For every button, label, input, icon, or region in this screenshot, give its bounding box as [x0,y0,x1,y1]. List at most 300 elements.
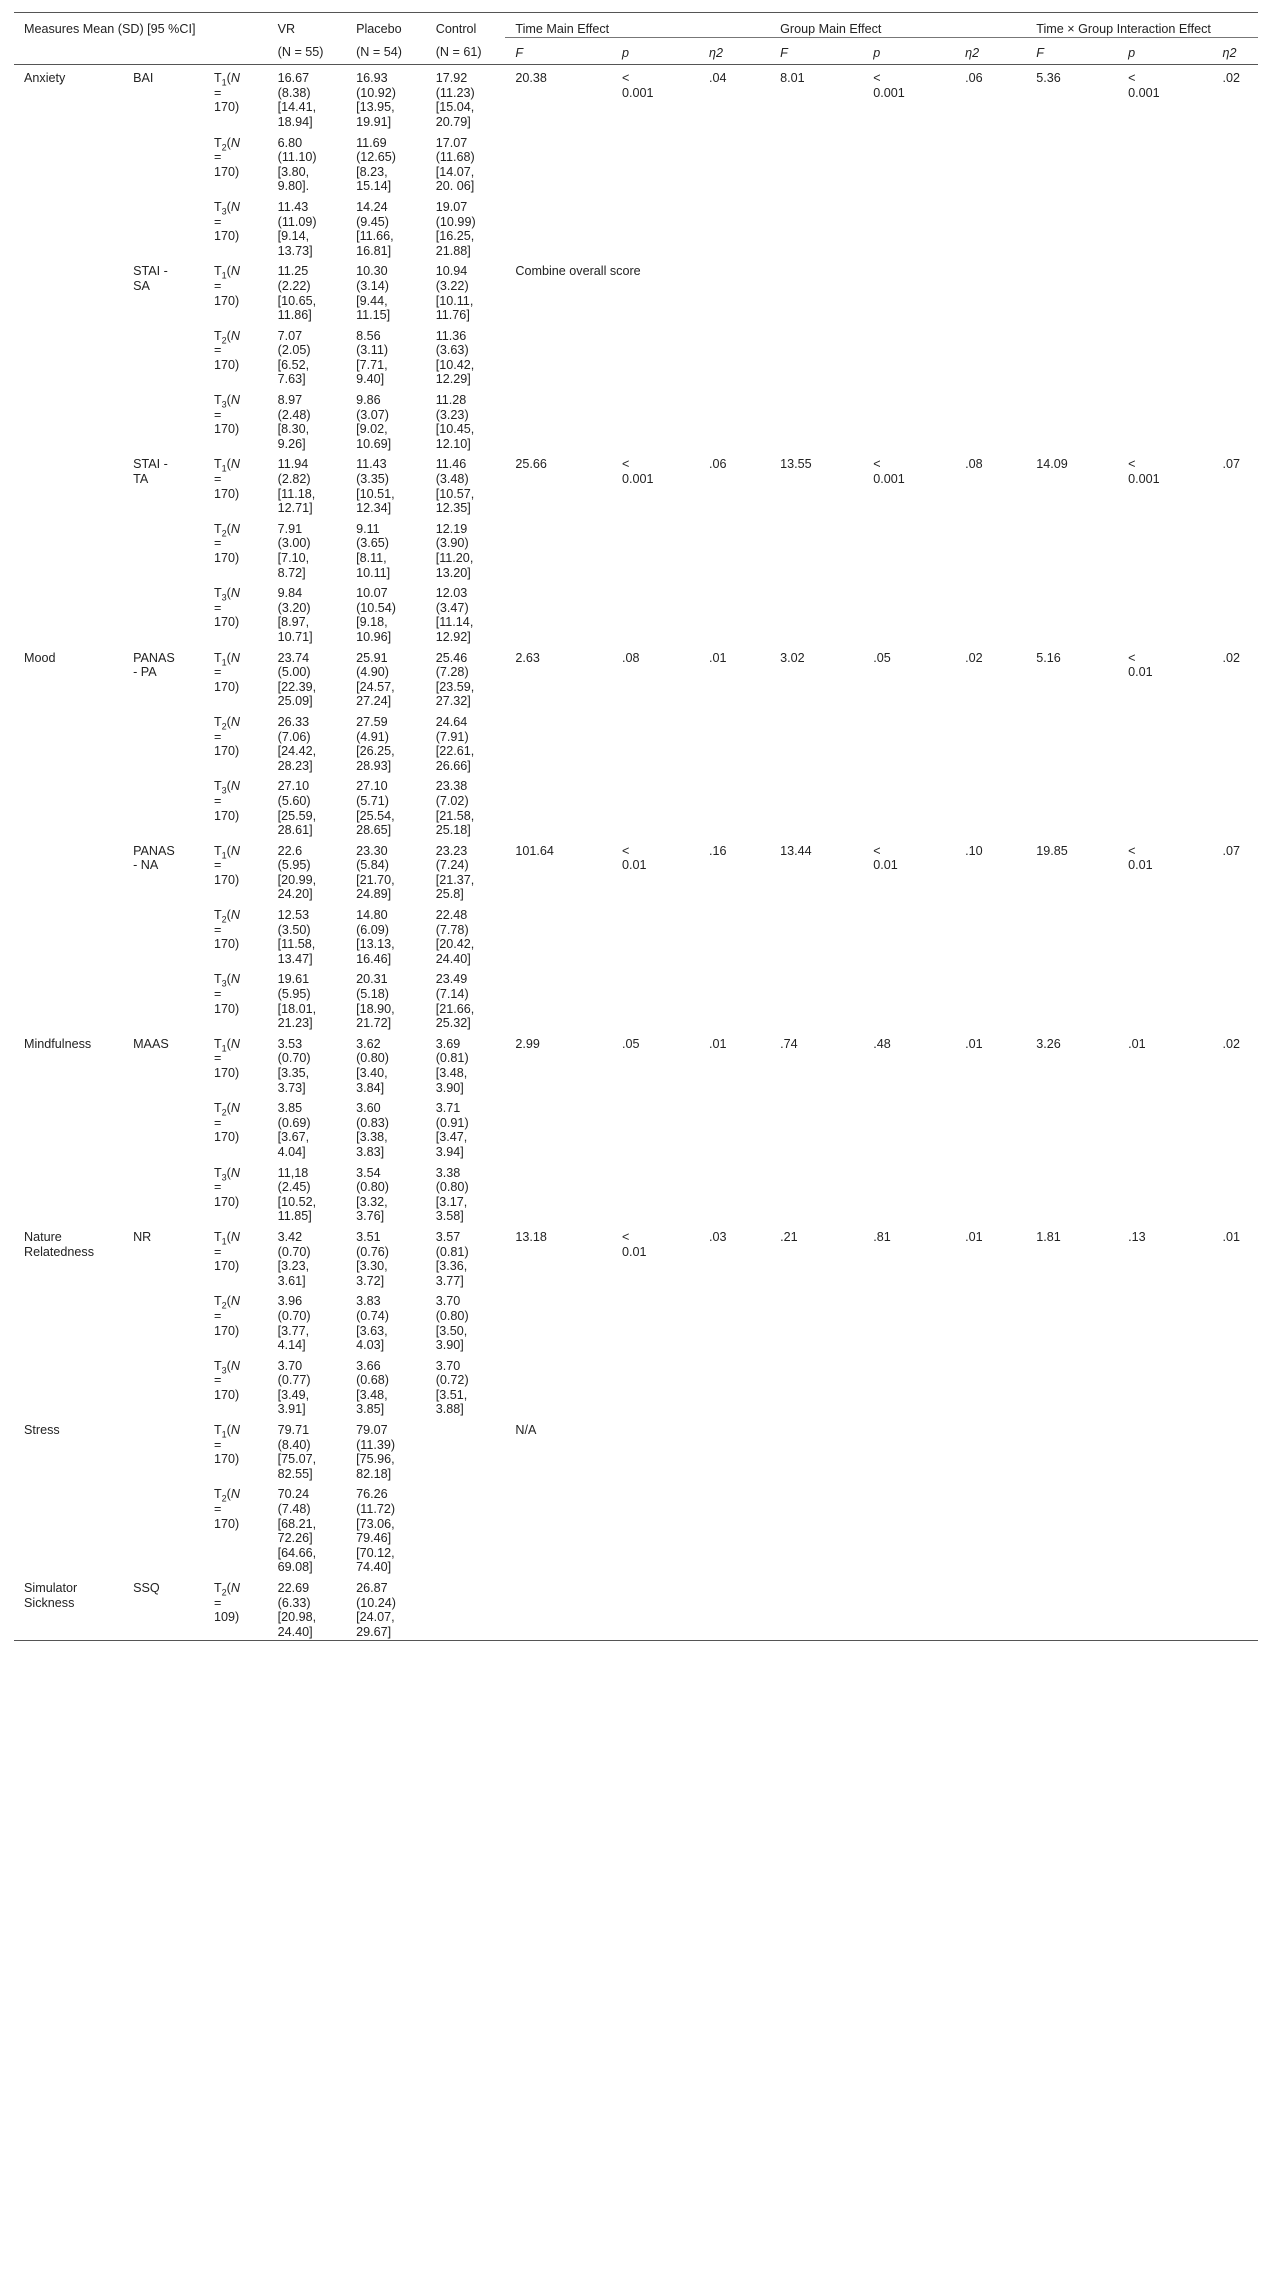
control-value-line: [21.37, [435,872,475,887]
vr-value-line: [25.59, [277,808,317,823]
vr-value-line: [10.52, [277,1194,317,1209]
vr-value-line: 3.61] [277,1273,306,1288]
empty-stat-cell [863,388,955,452]
placebo-value-line: (0.74) [356,1308,389,1323]
empty-stat-cell [699,1576,770,1641]
vr-cell [268,452,346,516]
control-value-line: [14.07, [435,164,475,179]
timepoint-label: $T_3(N$ [213,972,240,989]
placebo-value-line: (4.90) [356,665,389,680]
placebo-value-line: (11.39) [356,1437,396,1452]
category-line: Sickness [24,1595,75,1610]
placebo-value-line: (3.14) [356,278,389,293]
vr-value-line: (2.45) [277,1180,311,1195]
header-time-eta: η2 [709,45,723,60]
time-f-cell: 2.99 [515,1036,540,1051]
placebo-value-line: 26.87 [356,1581,388,1595]
time-p-cell-line: < [622,1229,630,1244]
timepoint-label: $T_1(N$ [213,71,240,88]
control-value-line: (0.80) [435,1180,469,1195]
placebo-value-line: 11.43 [356,457,387,472]
vr-value-line: [11.58, [277,937,316,952]
control-value-line: (11.68) [435,150,475,165]
table-row [14,967,1258,1031]
vr-cell [268,324,346,388]
placebo-cell [346,324,426,388]
control-value-line: 12.03 [435,586,468,601]
group-p-cell [863,1225,955,1289]
control-value-line: 27.32] [435,694,471,709]
timepoint-label: $T_1(N$ [213,457,240,474]
control-value-line: (7.24) [435,858,469,873]
placebo-value-line: [13.13, [356,937,395,952]
empty-stat-cell [1118,1576,1212,1641]
interaction-p-cell [1118,452,1212,516]
placebo-value-line: 9.86 [356,393,381,408]
time-eta-cell: .04 [709,71,727,86]
vr-value-line: (3.50) [277,922,311,937]
timepoint-eq: = [213,1244,222,1259]
empty-stat-cell [1026,1482,1118,1576]
category-cell [14,1161,123,1225]
group-p-cell [863,65,955,131]
empty-stat-cell [1118,1289,1212,1353]
empty-stat-cell [699,195,770,259]
vr-value-line: 3.85 [277,1101,303,1116]
empty-stat-cell [505,1354,612,1418]
placebo-value-line: [8.11, [356,551,387,565]
timepoint-eq: = [213,1308,222,1323]
timepoint-eq: = [213,922,222,937]
category-line: Mindfulness [24,1036,92,1051]
group-p-cell [863,839,955,903]
empty-stat-cell [770,1576,863,1641]
control-value-line: 3.90] [435,1338,464,1353]
measure-cell [123,1225,204,1289]
empty-stat-cell [1213,131,1259,195]
vr-value-line: 13.47] [277,951,313,966]
timepoint-n: 170) [213,1066,240,1080]
control-value-line: 17.92 [435,71,468,86]
empty-stat-cell [505,324,612,388]
control-cell [426,839,506,903]
vr-value-line: 28.61] [277,823,313,838]
group-p-cell-line: 0.001 [873,472,905,487]
vr-value-line: [14.41, [277,100,317,115]
timepoint-n: 170) [213,1387,240,1402]
stats-note: N/A [515,1423,537,1438]
interaction-p-cell [1118,65,1212,131]
control-value-line: (7.78) [435,922,469,937]
empty-stat-cell [699,774,770,838]
category-cell [14,774,123,838]
time-p-cell [612,452,699,516]
placebo-value-line: 16.81] [356,243,392,258]
interaction-p-cell-line: .13 [1128,1229,1146,1244]
empty-stat-cell [955,1354,1026,1418]
timepoint-cell [204,774,268,838]
category-line: Stress [24,1423,60,1438]
table-row [14,452,1258,516]
placebo-value-line: 3.72] [356,1273,385,1288]
empty-stat-cell [1026,710,1118,774]
control-value-line: [10.45, [435,422,475,437]
vr-value-line: (0.70) [277,1308,311,1323]
empty-stat-cell [1026,1289,1118,1353]
placebo-value-line: (0.68) [356,1373,389,1388]
control-value-line: (0.81) [435,1051,469,1066]
category-cell [14,1418,123,1482]
time-eta-cell: .06 [709,457,727,472]
table-row [14,1225,1258,1289]
empty-stat-cell [1118,774,1212,838]
timepoint-eq: = [213,729,222,744]
placebo-cell [346,1161,426,1225]
empty-stat-cell [1118,1161,1212,1225]
timepoint-eq: = [213,407,222,422]
placebo-cell [346,1289,426,1353]
empty-stat-cell [612,1289,699,1353]
empty-stat-cell [612,388,699,452]
table-row [14,774,1258,838]
timepoint-eq: = [213,1595,222,1610]
vr-value-line: 7.63] [277,372,306,387]
vr-value-line: [10.65, [277,293,317,308]
category-cell [14,388,123,452]
group-f-cell: 13.55 [780,457,812,472]
placebo-cell [346,517,426,581]
vr-value-line: 9.26] [277,436,306,451]
control-value-line: 11.36 [435,328,467,343]
control-value-line: (11.23) [435,85,475,100]
vr-value-line: 11.43 [277,199,309,214]
placebo-value-line: 12.34] [356,501,392,516]
timepoint-label: $T_1(N$ [213,1229,240,1247]
placebo-value-line: 3.60 [356,1101,381,1116]
placebo-value-line: 11.69 [356,135,387,150]
empty-stat-cell [699,388,770,452]
placebo-cell [346,1032,426,1096]
measure-line: - PA [133,665,157,680]
measure-line: PANAS [133,650,175,665]
empty-stat-cell [1213,967,1259,1031]
time-p-cell-line: < [622,457,630,472]
header-interaction-effect: Time × Group Interaction Effect [1026,13,1258,38]
vr-cell [268,967,346,1031]
timepoint-label: $T_1(N$ [213,1036,240,1054]
vr-value-line: 13.73] [277,243,313,258]
measure-cell [123,581,204,645]
interaction-p-cell-line: < [1128,457,1136,472]
vr-value-line: [3.80, [277,164,310,179]
timepoint-eq: = [213,858,222,873]
vr-value-line: [6.52, [277,357,310,372]
control-value-line: [21.66, [435,1001,475,1016]
vr-cell [268,1289,346,1353]
control-cell [426,1354,506,1418]
table-row [14,1289,1258,1353]
time-p-cell [612,65,699,131]
measure-line: SSQ [133,1581,160,1595]
empty-stat-cell [863,1576,955,1641]
control-value-line: 20.79] [435,114,471,129]
timepoint-label: $T_3(N$ [213,1358,240,1376]
interaction-p-cell-line: < [1128,71,1136,86]
timepoint-n: 170) [213,1323,240,1338]
empty-stat-cell [770,1161,863,1225]
interaction-f-cell: 1.81 [1036,1229,1061,1244]
category-line: Relatedness [24,1244,95,1259]
vr-value-line: [3.77, [277,1323,310,1338]
placebo-cell [346,1418,426,1482]
table-row [14,388,1258,452]
vr-value-line: 28.23] [277,758,313,773]
control-value-line: 25.18] [435,823,471,838]
vr-value-line: 9.84 [277,586,303,601]
empty-stat-cell [612,967,699,1031]
vr-value-line: 79.71 [277,1423,310,1438]
measure-line: TA [133,472,149,487]
vr-value-line: 10.71] [277,629,313,644]
empty-stat-cell [770,967,863,1031]
table-body [14,65,1258,1641]
vr-value-line: [24.42, [277,744,317,759]
measure-cell [123,1418,204,1482]
timepoint-n: 109) [213,1610,240,1625]
empty-stat-cell [1026,324,1118,388]
vr-cell [268,903,346,967]
header-placebo-n: (N = 54) [356,45,402,60]
control-value-line: 12.19 [435,521,468,536]
vr-cell [268,1354,346,1418]
timepoint-n: 170) [213,100,240,115]
control-value-line: [21.58, [435,808,475,823]
control-value-line: (3.90) [435,536,469,551]
timepoint-n: 170) [213,679,240,694]
vr-value-line: 22.69 [277,1581,310,1595]
placebo-value-line: (10.54) [356,600,396,615]
empty-stat-cell [699,1354,770,1418]
header-time-effect: Time Main Effect [505,13,770,38]
category-cell [14,903,123,967]
placebo-cell [346,131,426,195]
control-value-line: [11.20, [435,551,474,565]
category-cell [14,967,123,1031]
placebo-cell [346,195,426,259]
group-p-cell-line: .48 [873,1036,891,1051]
empty-stat-cell [770,517,863,581]
empty-stat-cell [770,774,863,838]
timepoint-n: 170) [213,808,240,823]
empty-stat-cell [1026,1096,1118,1160]
empty-stat-cell [955,1289,1026,1353]
empty-stat-cell [699,710,770,774]
timepoint-cell [204,1482,268,1576]
placebo-value-line: [3.40, [356,1066,388,1080]
empty-stat-cell [955,1482,1026,1576]
vr-value-line: 7.07 [277,328,303,343]
placebo-value-line: 24.89] [356,887,392,902]
empty-stat-cell [505,1096,612,1160]
header-interaction-f: F [1036,45,1044,60]
control-value-line: [11.14, [435,615,474,630]
placebo-value-line: 28.93] [356,758,392,773]
vr-value-line: 3.70 [277,1358,303,1373]
vr-value-line: 8.72] [277,565,306,580]
empty-stat-cell [955,1096,1026,1160]
vr-value-line: (0.70) [277,1244,311,1259]
control-value-line: 11.46 [435,457,467,472]
vr-value-line: 3.73] [277,1080,306,1095]
empty-stat-cell [505,195,612,259]
empty-stat-cell [699,1482,770,1576]
time-p-cell-line: .08 [622,650,640,665]
empty-stat-cell [612,1096,699,1160]
empty-stat-cell [770,388,863,452]
table-row [14,581,1258,645]
empty-stat-cell [863,967,955,1031]
timepoint-eq: = [213,278,222,293]
interaction-p-cell-line: 0.001 [1128,472,1160,487]
vr-value-line: (0.69) [277,1115,311,1130]
time-p-cell-line: < [622,71,630,86]
table-row [14,1096,1258,1160]
timepoint-cell [204,839,268,903]
group-p-cell [863,1032,955,1096]
vr-cell [268,1096,346,1160]
placebo-value-line: [21.70, [356,872,395,887]
control-cell [426,259,506,323]
vr-value-line: 82.55] [277,1466,313,1481]
measure-cell [123,710,204,774]
time-p-cell [612,1032,699,1096]
vr-cell [268,1225,346,1289]
placebo-value-line: 3.84] [356,1080,385,1095]
control-value-line: 24.40] [435,951,471,966]
empty-stat-cell [699,967,770,1031]
table-row [14,1482,1258,1576]
empty-stat-cell [1213,324,1259,388]
control-cell [426,195,506,259]
group-p-cell-line: < [873,71,881,86]
vr-cell [268,1576,346,1641]
placebo-value-line: 16.46] [356,951,392,966]
timepoint-eq: = [213,1502,222,1517]
empty-stat-cell [955,195,1026,259]
placebo-value-line: [3.38, [356,1130,388,1145]
control-cell [426,1032,506,1096]
table-row [14,131,1258,195]
control-cell [426,65,506,131]
header-interaction-eta: η2 [1222,45,1237,60]
vr-value-line: 11.94 [277,457,309,472]
vr-value-line: [9.14, [277,229,310,244]
timepoint-eq: = [213,600,222,615]
placebo-value-line: 74.40] [356,1560,392,1575]
control-value-line: (7.14) [435,987,469,1002]
control-value-line: 3.38 [435,1165,461,1180]
vr-value-line: 11.25 [277,264,309,279]
control-value-line: 23.23 [435,843,468,858]
vr-cell [268,1032,346,1096]
placebo-value-line: 16.93 [356,71,388,86]
timepoint-eq: = [213,1115,222,1130]
vr-value-line: (7.48) [277,1502,311,1517]
placebo-value-line: 79.46] [356,1531,392,1546]
table-row [14,1032,1258,1096]
placebo-cell [346,839,426,903]
empty-stat-cell [505,1482,612,1576]
timepoint-eq: = [213,472,222,487]
empty-stat-cell [1118,1482,1212,1576]
group-p-cell-line: .05 [873,650,891,665]
vr-value-line: [8.30, [277,422,310,437]
timepoint-cell [204,1032,268,1096]
timepoint-eq: = [213,343,222,358]
measure-cell [123,1096,204,1160]
vr-value-line: (8.38) [277,85,311,100]
category-cell [14,1032,123,1096]
placebo-value-line: [18.90, [356,1001,395,1016]
placebo-value-line: 11.15] [356,308,391,323]
empty-stat-cell [955,967,1026,1031]
measure-line: NR [133,1229,152,1244]
timepoint-n: 170) [213,486,240,501]
category-line: Anxiety [24,71,66,86]
empty-stat-cell [505,1289,612,1353]
placebo-value-line: (3.65) [356,536,389,551]
placebo-value-line: 10.07 [356,586,388,601]
control-value-line: (0.80) [435,1308,469,1323]
timepoint-eq: = [213,214,222,229]
empty-stat-cell [1213,710,1259,774]
vr-cell [268,259,346,323]
placebo-value-line: 29.67] [356,1624,392,1639]
empty-stat-cell [505,710,612,774]
control-value-line: 11.76] [435,308,470,323]
placebo-value-line: 3.62 [356,1036,381,1051]
placebo-value-line: 9.40] [356,372,385,387]
category-cell [14,1354,123,1418]
vr-value-line: [3.49, [277,1387,310,1402]
timepoint-cell [204,517,268,581]
control-value-line: (0.81) [435,1244,469,1259]
interaction-eta-cell: .07 [1222,457,1241,472]
vr-value-line: [3.67, [277,1130,310,1145]
empty-stat-cell [863,1161,955,1225]
control-value-line: 25.46 [435,650,468,665]
control-value-line: 12.10] [435,436,471,451]
timepoint-cell [204,1225,268,1289]
control-value-line: [15.04, [435,100,475,115]
control-value-line: 3.70 [435,1358,461,1373]
control-cell [426,1161,506,1225]
empty-stat-cell [770,1354,863,1418]
vr-value-line: 3.91] [277,1402,306,1417]
control-cell [426,710,506,774]
empty-stat-cell [955,517,1026,581]
group-p-cell-line: < [873,457,881,472]
empty-stat-cell [1213,1161,1259,1225]
placebo-value-line: 14.24 [356,199,388,214]
vr-value-line: 4.14] [277,1338,306,1353]
time-eta-cell: .01 [709,1036,727,1051]
control-value-line: 11.28 [435,393,467,408]
vr-value-line: (5.95) [277,858,311,873]
control-cell [426,1576,506,1641]
vr-value-line: 24.40] [277,1624,313,1639]
category-cell [14,517,123,581]
